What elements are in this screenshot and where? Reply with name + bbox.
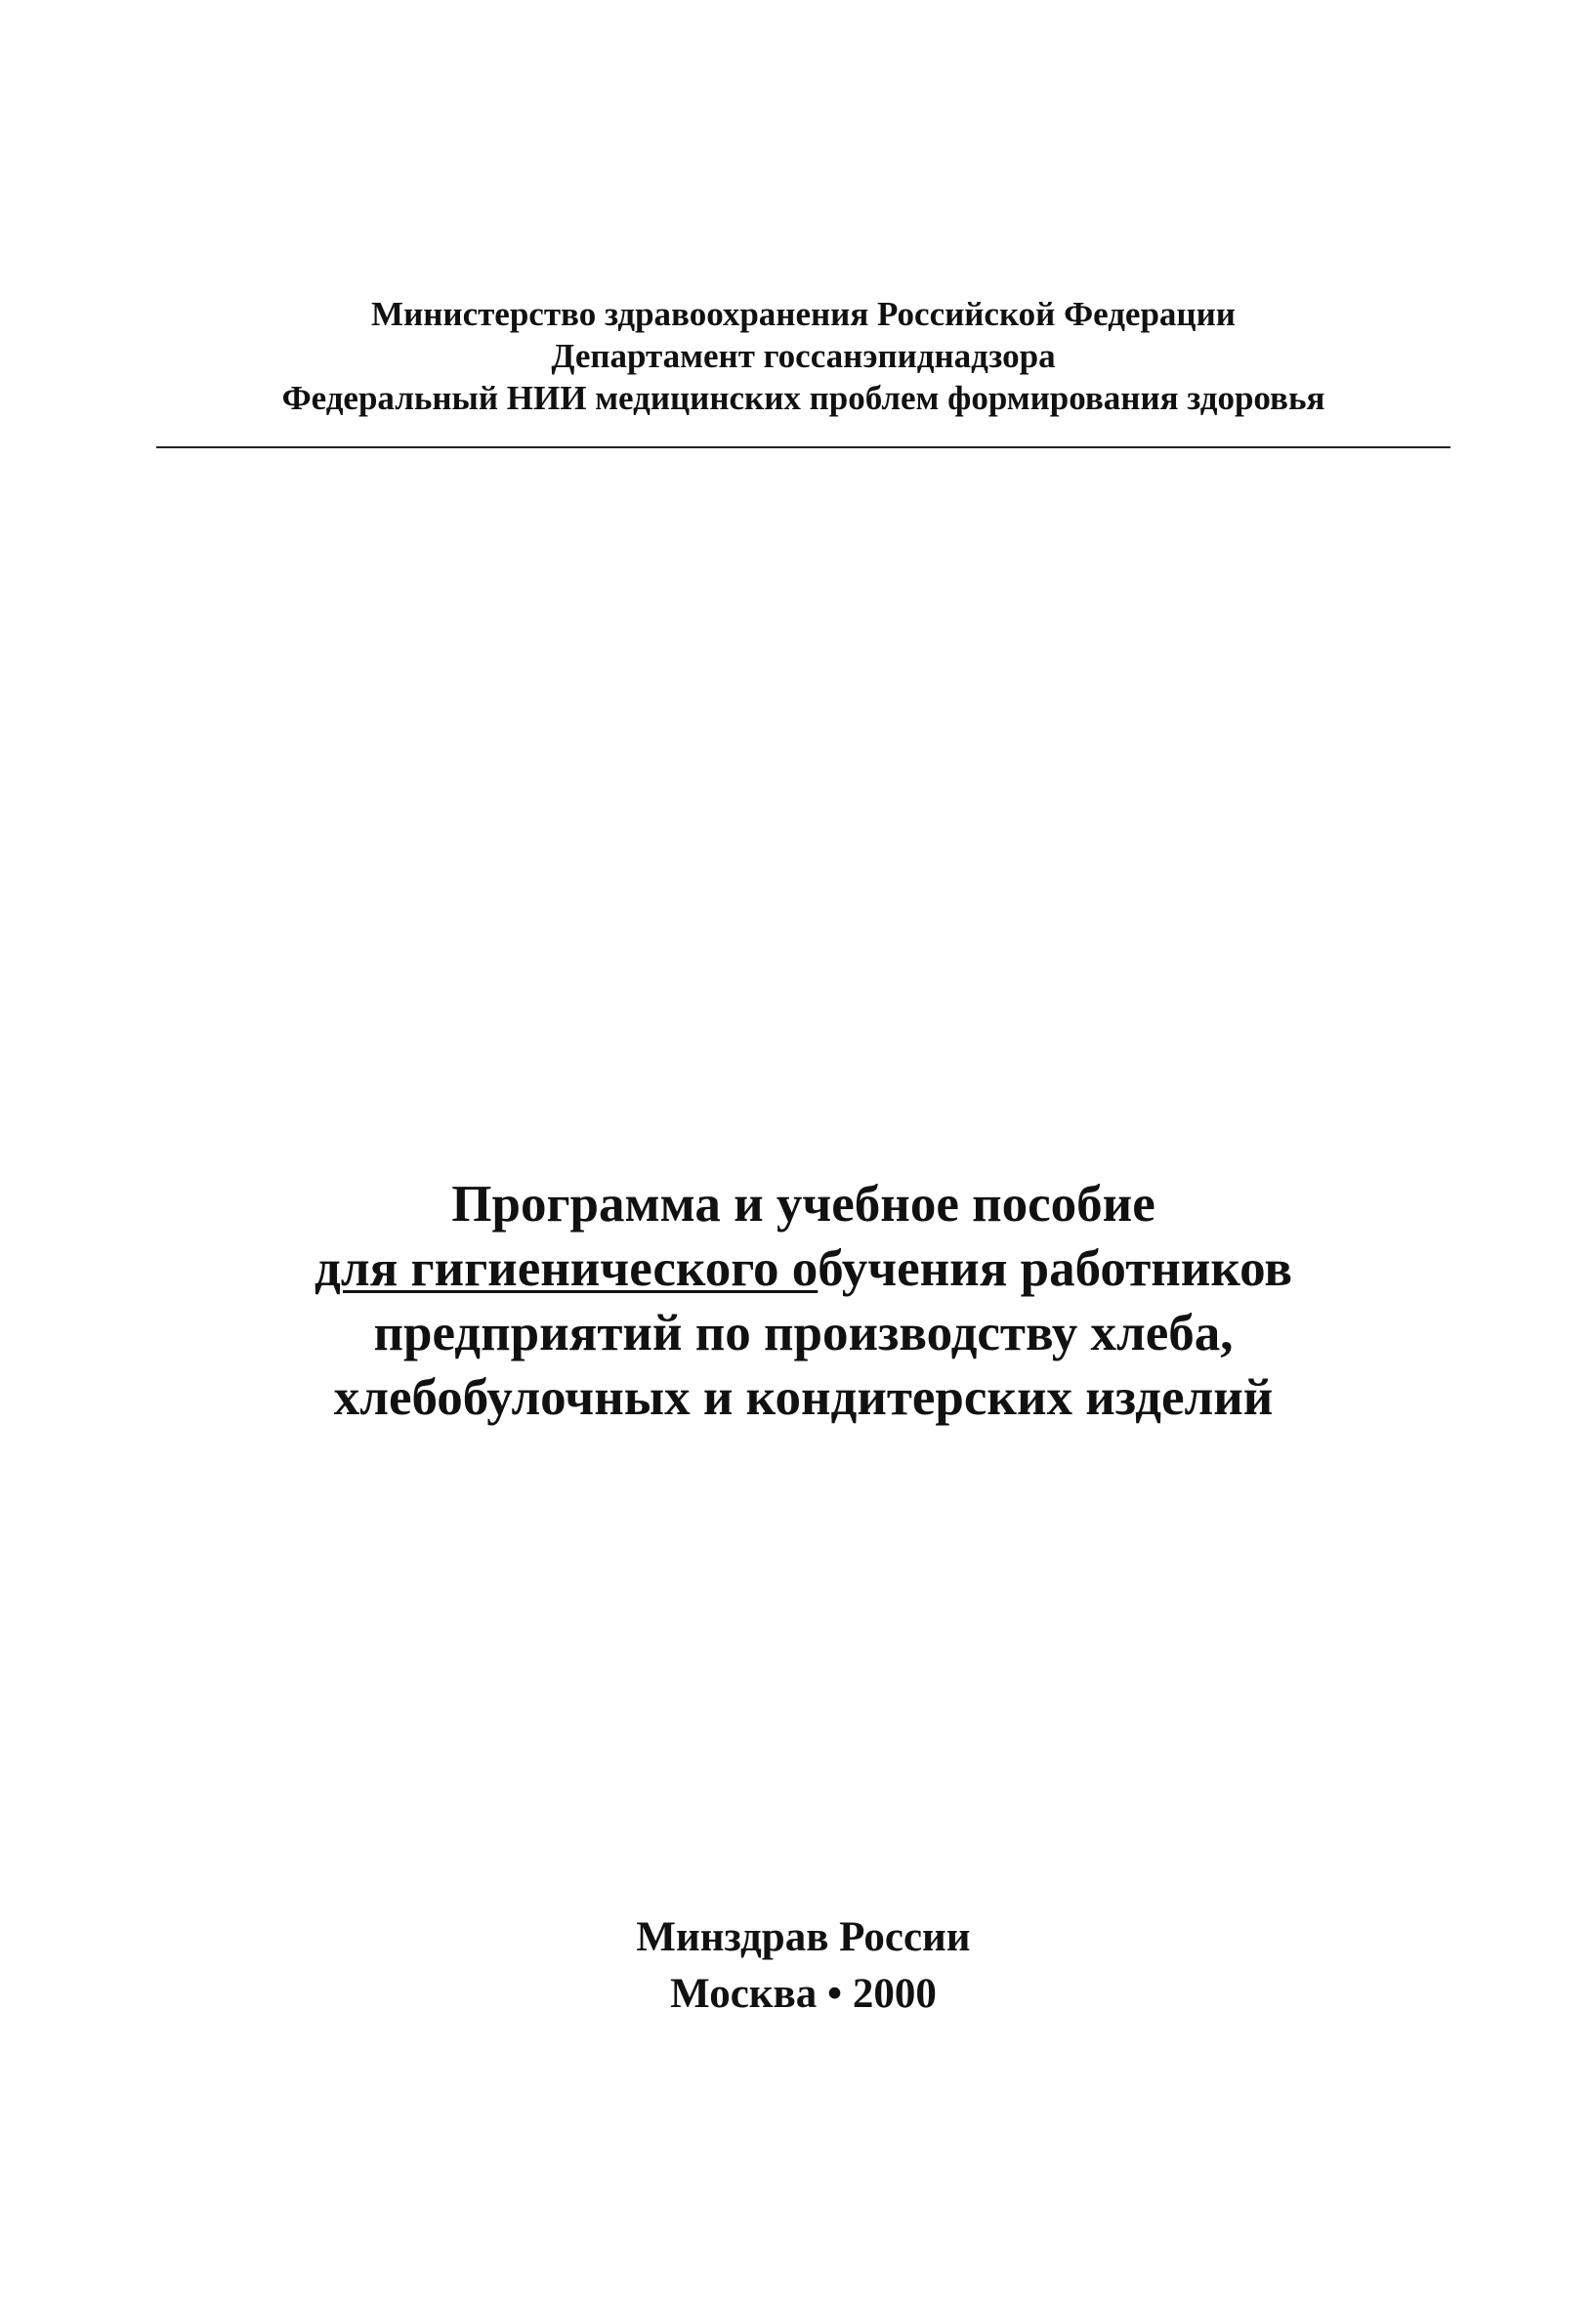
department-name: Департамент госсанэпиднадзора: [551, 337, 1056, 375]
document-title: [156, 1172, 1450, 1430]
header-divider: [156, 446, 1450, 448]
title-line-2-rest: бучения работников: [818, 1240, 1292, 1297]
organization-header: [156, 293, 1450, 419]
institute-name: Федеральный НИИ медицинских проблем формирования здоровья: [281, 379, 1325, 417]
publication-info: [156, 1909, 1450, 2023]
title-line-2: [156, 1236, 1450, 1301]
title-underlined-fragment: для гигиенического о: [315, 1240, 819, 1297]
ministry-name: Министерство здравоохранения Российской Федерации: [371, 295, 1236, 333]
publisher: Минздрав России: [636, 1914, 971, 1960]
title-line-3: предприятий по производству хлеба,: [373, 1305, 1234, 1361]
title-line-4: хлебобулочных и кондитерских изделий: [333, 1369, 1274, 1426]
city-year: Москва • 2000: [670, 1971, 937, 2017]
title-line-1: Программа и учебное пособие: [451, 1176, 1155, 1233]
